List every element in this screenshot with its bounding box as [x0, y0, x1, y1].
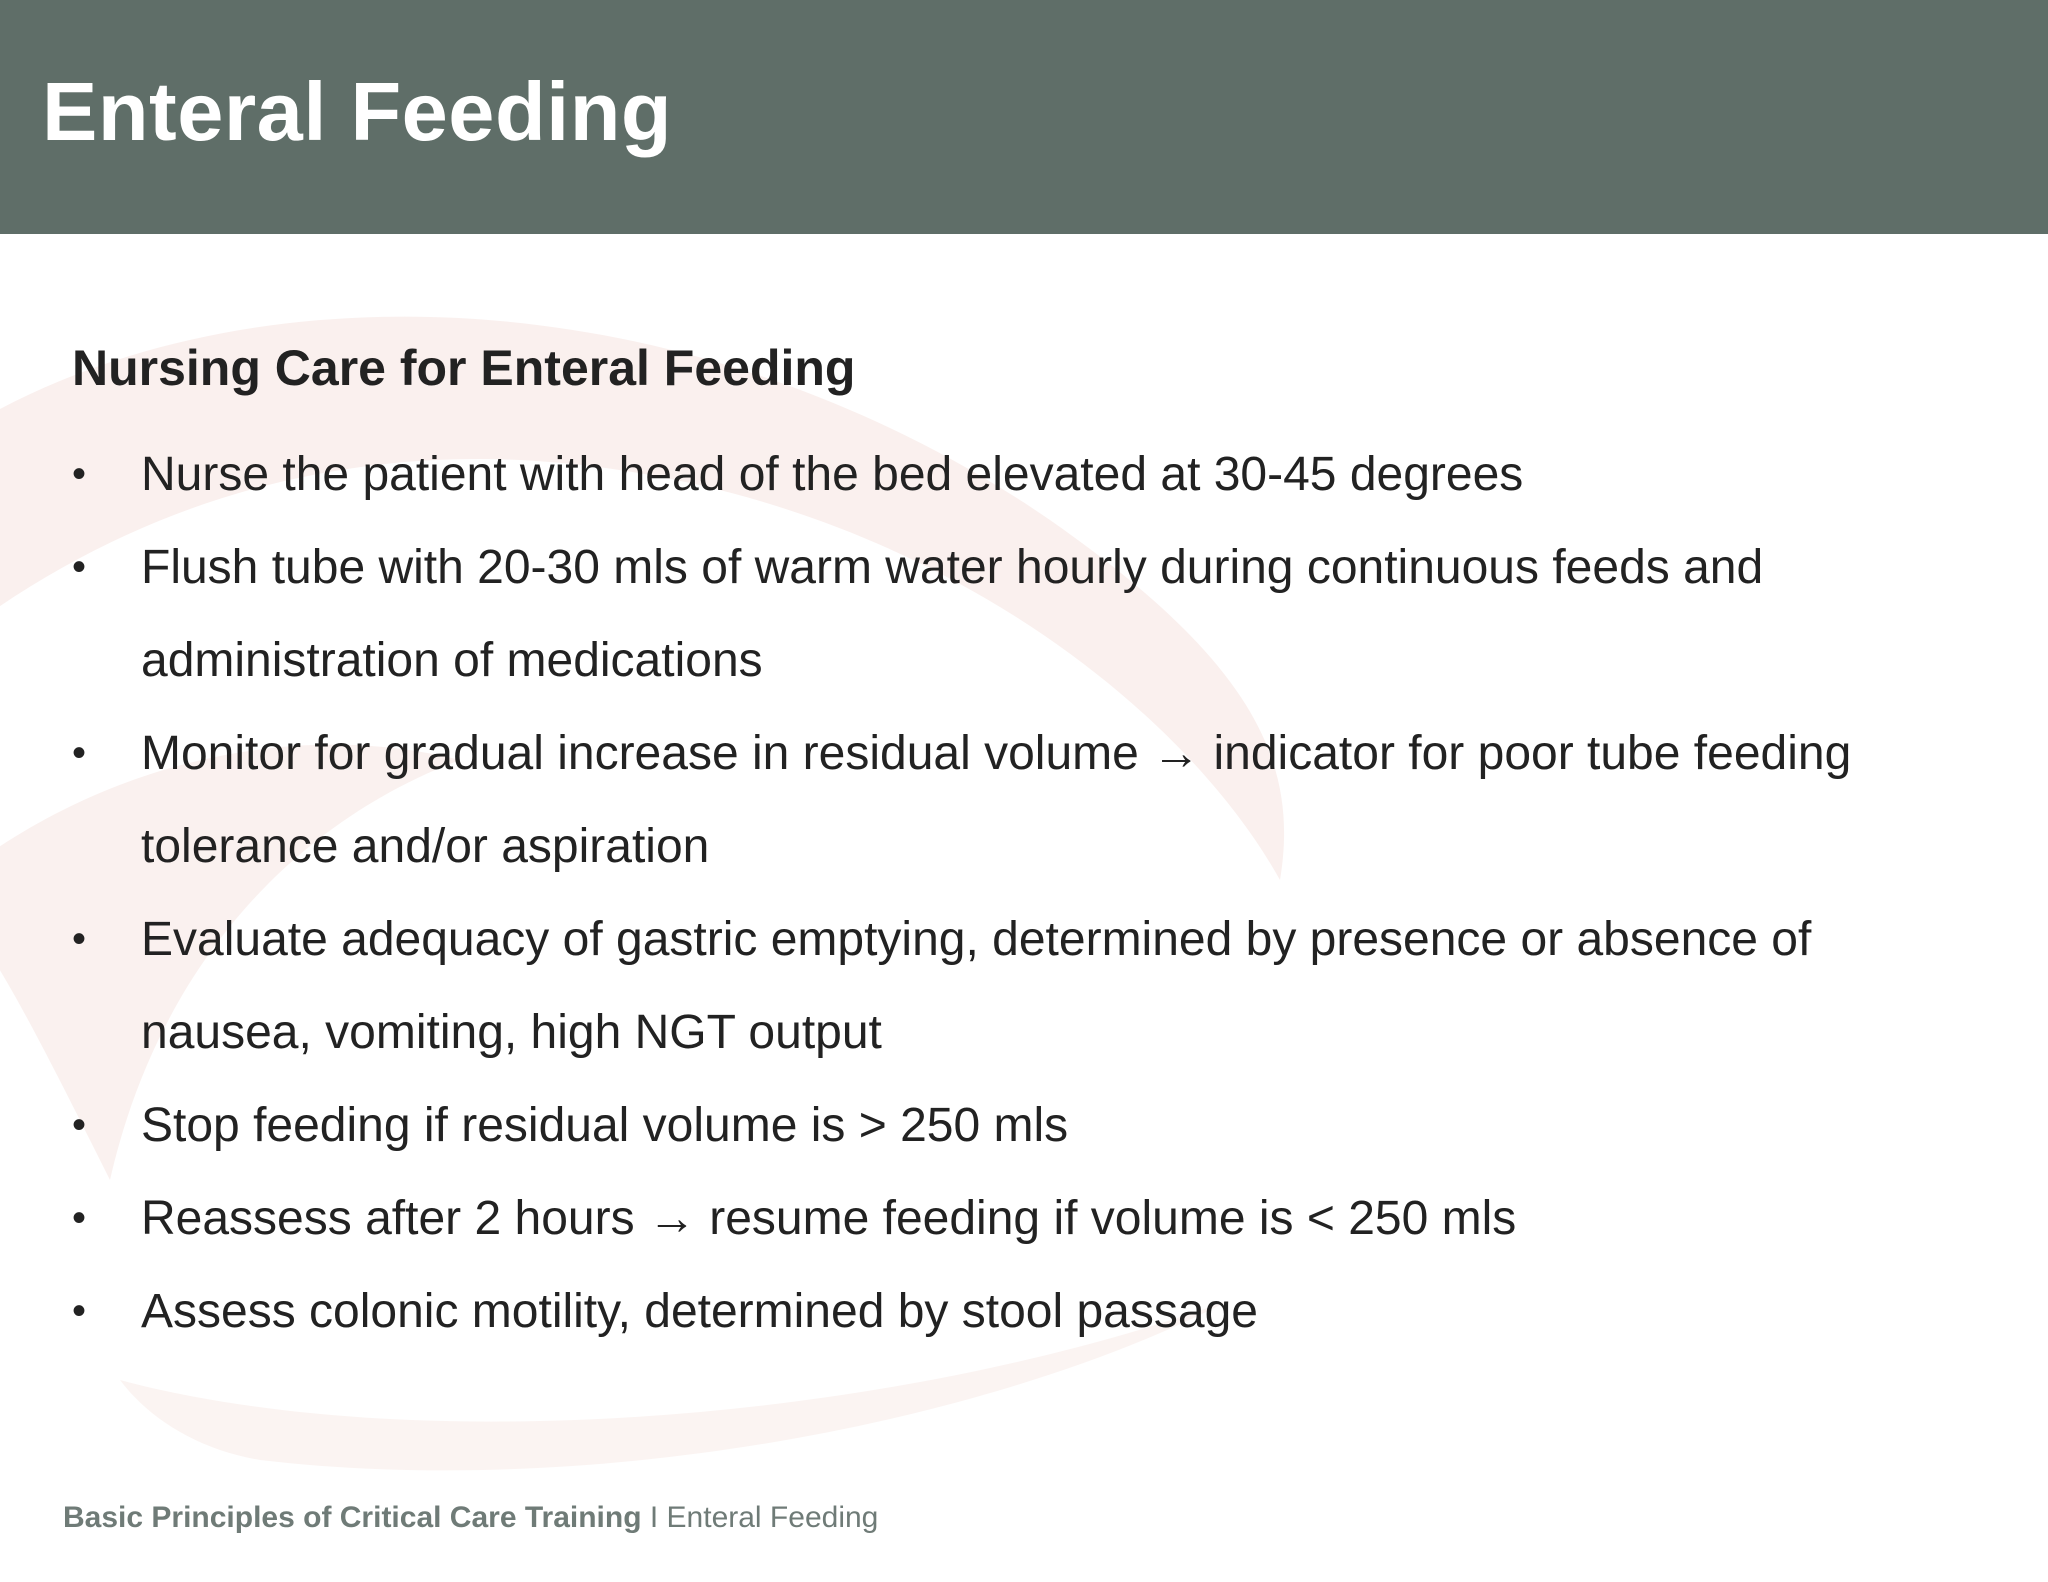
bullet-text: Assess colonic motility, determined by stool passage — [141, 1285, 1258, 1338]
slide-content — [72, 335, 1972, 1358]
footer-separator: I — [641, 1501, 667, 1534]
bullet-text: Nurse the patient with head of the bed elevated at 30-45 degrees — [141, 448, 1524, 501]
bullet-list — [72, 428, 1972, 1358]
bullet-item — [72, 1079, 1971, 1172]
bullet-text: Evaluate adequacy of gastric emptying, determined by presence or absence of nausea, vomiting, high NGT output — [141, 913, 1812, 1059]
bullet-marker: • — [72, 1196, 87, 1240]
bullet-text: Flush tube with 20-30 mls of warm water hourly during continuous feeds and administration of medications — [141, 541, 1764, 687]
slide-header — [0, 0, 2048, 234]
bullet-marker: • — [72, 545, 87, 589]
bullet-text: Monitor for gradual increase in residual volume → indicator for poor tube feeding tolerance and/or aspiration — [141, 727, 1852, 873]
bullet-marker: • — [72, 731, 87, 775]
bullet-marker: • — [72, 1103, 87, 1147]
bullet-item — [72, 521, 1971, 707]
bullet-item — [72, 1172, 1971, 1265]
bullet-text: Reassess after 2 hours → resume feeding if volume is < 250 mls — [141, 1192, 1517, 1245]
footer-course-name: Basic Principles of Critical Care Training — [63, 1501, 642, 1534]
section-subheading: Nursing Care for Enteral Feeding — [72, 340, 856, 396]
slide-title: Enteral Feeding — [42, 65, 673, 158]
bullet-text: Stop feeding if residual volume is > 250 mls — [141, 1099, 1069, 1152]
slide-footer — [63, 1498, 878, 1538]
bullet-item — [72, 707, 1971, 893]
bullet-marker: • — [72, 1289, 87, 1333]
bullet-item — [72, 428, 1971, 521]
footer-topic: Enteral Feeding — [666, 1501, 879, 1534]
bullet-item — [72, 1265, 1971, 1358]
bullet-item — [72, 893, 1971, 1079]
bullet-marker: • — [72, 917, 87, 961]
bullet-marker: • — [72, 452, 87, 496]
